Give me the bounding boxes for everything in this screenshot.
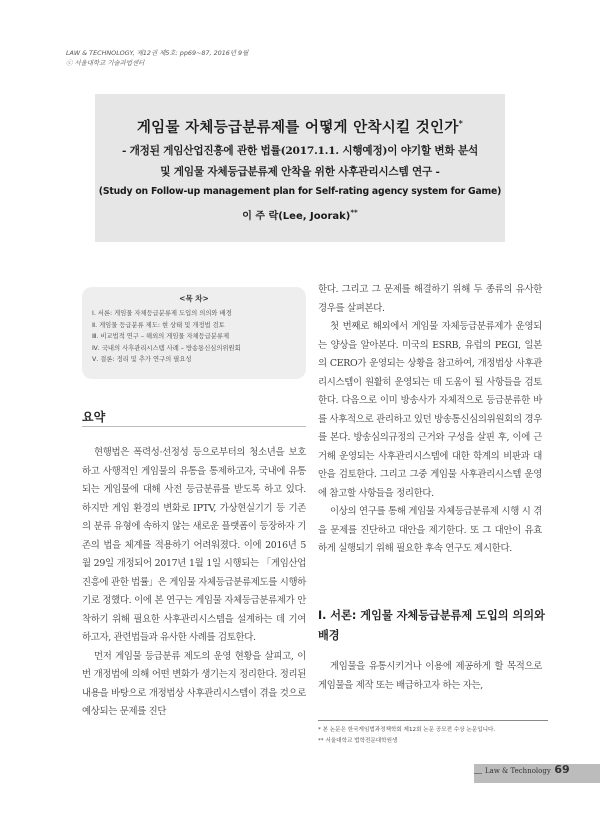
author: [95, 207, 505, 222]
paper-title: [95, 116, 505, 137]
abstract-divider: [82, 426, 306, 427]
section-heading: Ⅰ. 서론: 게임물 자체등급분류제 도입의 의의와 배경: [318, 609, 545, 642]
toc-item: Ⅱ. 게임물 등급분류 제도: 현 상태 및 개정법 검토: [92, 321, 225, 329]
abstract-heading: 요약: [82, 410, 106, 424]
abstract-paragraph: 현행법은 폭력성·선정성 등으로부터의 청소년을 보호하고 사행적인 게임물의 유통을 통제하고자, 국내에 유통되는 게임물에 대해 사전 등급분류를 받도록 하고 있다. 하지만 게임 환경의 변화로 IPTV, 가상현실기기 등 기존의 분류 유형에 속하지 않는 새로운 플랫폼이 등장하자 기존의 법을 체계를 적용하기 어려워졌다. 이에 2016년 5월 29일 개정되어 2017년 1월 1일 시행되는 「게임산업진흥에 관한 법률」은 게임물 자체등급분류제도를 시행하기로 정했다. 이에 본 연구는 게임물 자체등급분류제가 안착하기 위해 필요한 사후관리시스템을 설계하는 데 기여하고자, 관련법들과 유사한 사례를 검토한다.: [82, 447, 306, 643]
paper-subtitle-1: - 개정된 게임산업진흥에 관한 법률(2017.1.1. 시행예정)이 야기할 변화 분석: [121, 145, 479, 157]
footer-journal-label: Law & Technology: [482, 767, 554, 775]
section-body: [318, 658, 542, 695]
toc-title: <목 차>: [179, 294, 209, 303]
page-number: 69: [554, 763, 570, 776]
abstract-paragraph: 먼저 게임물 등급분류 제도의 운영 현황을 살피고, 이번 개정법에 의해 어떤 변화가 생기는지 정리한다. 정리된 내용을 바탕으로 개정법상 사후관리시스템이 겪을 것으로 예상되는 문제를 진단: [82, 650, 306, 717]
footnotes: [318, 720, 548, 747]
body-paragraph: 첫 번째로 해외에서 게임물 자체등급분류제가 운영되는 양상을 알아본다. 미국의 ESRB, 유럽의 PEGI, 일본의 CERO가 운영되는 상황을 참고하여, 개정법상 사후관리시스템이 원활히 운영되는 데 도움이 될 사항들을 검토한다. 다음으로 이미 방송사가 자체적으로 등급분류한 바를 사후적으로 관리하고 있던 방송통신심의위원회의 경우를 본다. 방송심의규정의 근거와 구성을 살핀 후, 이에 근거해 운영되는 사후관리시스템에 대한 학계의 비판과 대안을 검토한다. 그리고 그중 게임물 사후관리시스템 운영에 참고할 사항들을 정리한다.: [318, 321, 542, 499]
table-of-contents: [82, 287, 306, 379]
author-footnote-mark: **: [350, 208, 358, 217]
toc-item: Ⅲ. 비교법적 연구 – 해외의 게임물 자체등급분류제: [92, 333, 230, 341]
journal-info: [66, 48, 248, 68]
journal-citation: LAW & TECHNOLOGY, 제12권 제5호: pp69~87, 2016년 9월: [66, 49, 249, 57]
body-paragraph: 이상의 연구를 통해 게임물 자체등급분류제 시행 시 겪을 문제를 진단하고 대안을 제기한다. 또 그 대안이 유효하게 실행되기 위해 필요한 후속 연구도 제시한다.: [318, 506, 542, 554]
paper-title-text: 게임물 자체등급분류제를 어떻게 안착시킬 것인가: [136, 119, 459, 136]
footnote: * 본 논문은 한국게임법과정책학회 제12회 논문 공모전 수상 논문입니다.: [318, 727, 496, 733]
toc-item: Ⅳ. 국내의 사후관리시스템 사례 – 방송통신심의위원회: [92, 344, 241, 352]
paper-subtitle-2: 및 게임물 자체등급분류제 안착을 위한 사후관리시스템 연구 -: [160, 166, 440, 178]
abstract-body: [82, 444, 306, 722]
footnote: ** 서울대학교 법학전문대학원생: [318, 738, 398, 744]
body-paragraph: 게임물을 유통시키거나 이용에 제공하게 할 목적으로 게임물을 제작 또는 배급하고자 하는 자는,: [318, 661, 542, 691]
body-paragraph: 한다. 그리고 그 문제를 해결하기 위해 두 종류의 유사한 경우를 살펴본다.: [318, 284, 542, 314]
title-block: [95, 94, 505, 222]
title-footnote-mark: *: [458, 118, 464, 129]
english-title: (Study on Follow-up management plan for Self-rating agency system for Game): [98, 186, 502, 197]
journal-copyright: ⓒ 서울대학교 기술과법센터: [66, 59, 145, 67]
right-column-body: [318, 281, 542, 559]
toc-item: Ⅴ. 결론: 정리 및 추가 연구의 필요성: [92, 356, 192, 364]
author-name: 이 주 락(Lee, Joorak): [242, 211, 351, 222]
toc-item: Ⅰ. 서론: 게임물 자체등급분류제 도입의 의의와 배경: [92, 310, 232, 317]
